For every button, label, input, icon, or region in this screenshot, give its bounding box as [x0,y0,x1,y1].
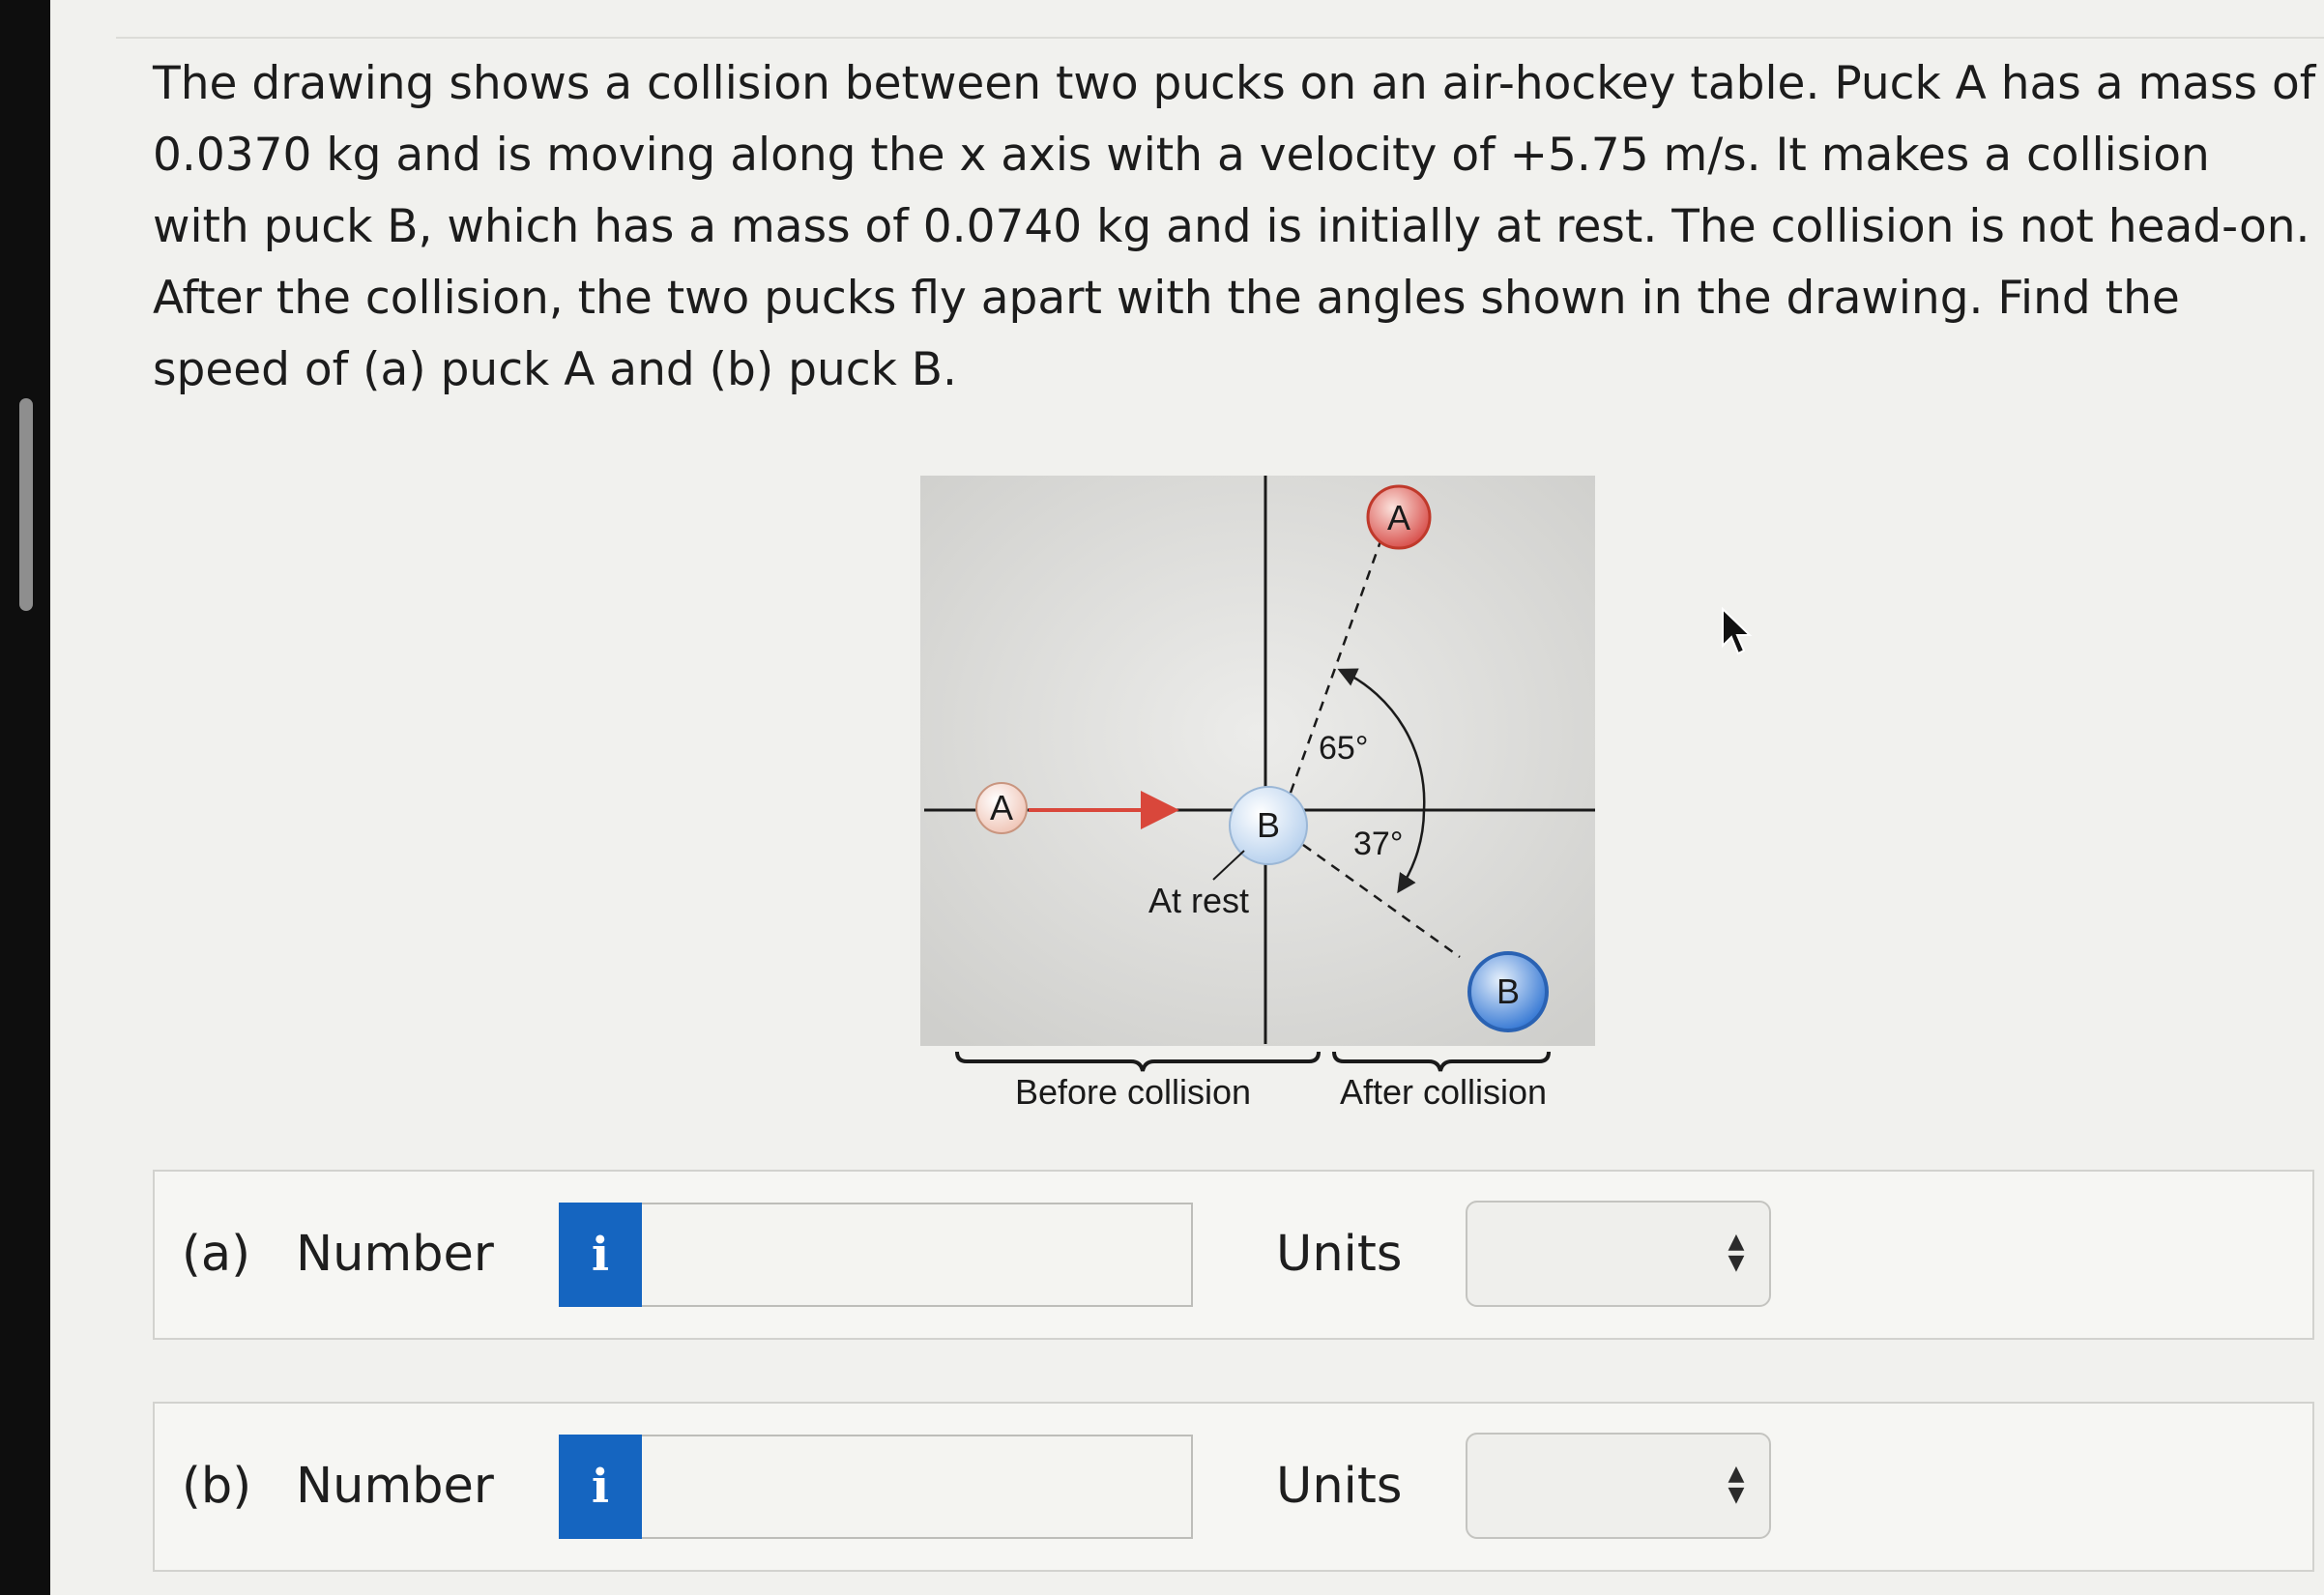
units-label: Units [1276,1458,1403,1515]
number-label: Number [296,1226,494,1283]
scrollbar[interactable] [19,398,33,611]
puck-a-after [1368,486,1430,548]
before-collision-label: Before collision [1014,1072,1252,1112]
brace-before [957,1052,1319,1071]
chevron-updown-icon: ▲ ▼ [1728,1230,1745,1275]
puck-b-before-label: B [1256,805,1281,845]
divider [116,37,2324,39]
units-label: Units [1276,1226,1403,1283]
at-rest-label: At rest [1148,881,1250,920]
brace-after [1334,1052,1549,1071]
angle-a-label: 65° [1319,730,1369,767]
answer-row-b [153,1402,2314,1572]
chevron-updown-icon: ▲ ▼ [1728,1462,1745,1507]
question-text: The drawing shows a collision between two pucks on an air-hockey table. Puck A has a mass of 0.0370 kg and is moving along the x axis with a velocity of +5.75 m/s. It makes a collision with puck B, which has a mass of 0.0740 kg and is initially at rest. The collision is not head-on. After the collision, the two pucks fly apart with the angles shown in the drawing. Find the speed of (a) puck A and (b) puck B. [153,57,2316,396]
units-select-b[interactable] [1466,1433,1771,1539]
angle-b-label: 37° [1353,826,1404,862]
puck-b-after [1469,953,1547,1030]
units-select-a[interactable] [1466,1201,1771,1307]
puck-a-after-label: A [1386,498,1411,537]
number-label: Number [296,1458,494,1515]
after-collision-label: After collision [1339,1072,1548,1112]
part-label: (b) [182,1458,252,1515]
info-icon[interactable]: i [559,1435,642,1539]
part-label: (a) [182,1226,251,1283]
puck-b-after-label: B [1496,972,1521,1011]
mouse-pointer-icon [1721,607,1754,661]
number-input-b[interactable] [642,1435,1193,1539]
number-input-a[interactable] [642,1203,1193,1307]
screen-bezel [0,0,50,1595]
collision-diagram [918,474,1595,1131]
puck-a-before-label: A [989,788,1014,827]
answer-row-a [153,1170,2314,1340]
info-icon[interactable]: i [559,1203,642,1307]
puck-a-before [976,783,1027,833]
